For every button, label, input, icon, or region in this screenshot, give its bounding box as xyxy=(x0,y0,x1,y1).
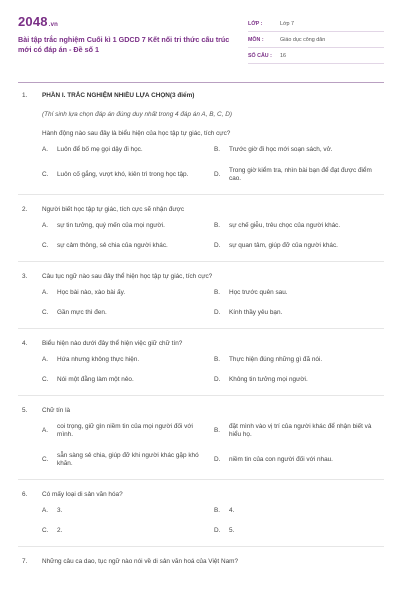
info-row-class xyxy=(248,16,384,32)
option-a[interactable] xyxy=(42,356,214,365)
option-text: sự quan tâm, giúp đỡ của người khác. xyxy=(229,242,338,249)
options xyxy=(18,146,384,184)
option-text: sự tin tưởng, quý mến của mọi người. xyxy=(57,221,165,229)
option-d[interactable] xyxy=(214,452,386,469)
option-label: D. xyxy=(214,527,221,534)
option-label: C. xyxy=(42,376,49,383)
question-heading xyxy=(18,557,384,566)
info-row-subject xyxy=(248,32,384,48)
question-separator xyxy=(18,261,384,262)
option-a[interactable] xyxy=(42,146,214,155)
info-table xyxy=(248,16,384,76)
option-label: D. xyxy=(214,455,221,463)
header-left xyxy=(18,14,240,76)
option-label: B. xyxy=(214,426,221,434)
question-number: 2. xyxy=(22,205,28,213)
question-separator xyxy=(18,395,384,396)
option-label: B. xyxy=(214,221,221,229)
option-text: Kính thầy yêu bạn. xyxy=(229,309,283,316)
question-text: Chữ tín là xyxy=(42,406,71,414)
question-list xyxy=(18,91,384,566)
options xyxy=(18,289,384,318)
option-label: D. xyxy=(214,170,221,178)
options xyxy=(18,356,384,385)
option-text: Không tin tưởng mọi người. xyxy=(229,376,308,383)
option-d[interactable] xyxy=(214,167,386,184)
info-key: SỐ CÂU : xyxy=(248,52,272,59)
options xyxy=(18,423,384,469)
header-divider xyxy=(18,82,384,83)
option-label: A. xyxy=(42,506,49,514)
question-number: 7. xyxy=(22,557,28,565)
info-key: MÔN : xyxy=(248,36,264,43)
option-text: sự chế giễu, trêu chọc của người khác. xyxy=(229,221,341,229)
option-b[interactable] xyxy=(214,507,386,516)
options xyxy=(18,507,384,536)
question-text: Người biết học tập tự giác, tích cực sẽ nhận được xyxy=(42,205,185,213)
option-label: A. xyxy=(42,146,49,153)
question-separator xyxy=(18,479,384,480)
option-a[interactable] xyxy=(42,289,214,298)
option-label: D. xyxy=(214,242,221,249)
option-label: A. xyxy=(42,355,49,363)
info-key: LỚP : xyxy=(248,20,263,27)
option-b[interactable] xyxy=(214,146,386,155)
options xyxy=(18,222,384,251)
question-heading xyxy=(18,339,384,348)
question-heading xyxy=(18,272,384,281)
option-label: D. xyxy=(214,309,221,316)
question-number: 3. xyxy=(22,272,28,280)
option-text: Trước giờ đi học mới soạn sách, vở. xyxy=(229,146,333,153)
section-title: PHẦN I. TRẮC NGHIỆM NHIỀU LỰA CHỌN(3 điểm) xyxy=(42,92,195,99)
option-label: C. xyxy=(42,527,49,534)
question-1 xyxy=(18,91,384,184)
option-d[interactable] xyxy=(214,376,386,385)
info-value: 16 xyxy=(280,52,286,59)
option-label: B. xyxy=(214,146,221,153)
option-text: Học trước quên sau. xyxy=(229,288,288,296)
option-text: Trong giờ kiểm tra, nhìn bài bạn để đạt được điểm cao. xyxy=(229,166,372,182)
option-label: C. xyxy=(42,309,49,316)
document-title: Bài tập trắc nghiệm Cuối kì 1 GDCD 7 Kết nối tri thức cấu trúc mới có đáp án - Đề số 1 xyxy=(18,35,230,54)
option-label: C. xyxy=(42,455,49,463)
question-3 xyxy=(18,272,384,318)
option-a[interactable] xyxy=(42,423,214,440)
question-4 xyxy=(18,339,384,385)
info-value: Giáo dục công dân xyxy=(280,36,326,43)
question-separator xyxy=(18,328,384,329)
option-label: D. xyxy=(214,376,221,383)
document-header xyxy=(18,14,384,76)
question-heading xyxy=(18,406,384,415)
question-text: Có mấy loại di sản văn hóa? xyxy=(42,490,123,498)
option-label: B. xyxy=(214,506,221,514)
option-text: 5. xyxy=(229,527,235,534)
question-separator xyxy=(18,546,384,547)
option-text: sự cảm thông, sẻ chia của người khác. xyxy=(57,242,168,249)
section-instruction: (Thí sinh lựa chọn đáp án đúng duy nhất trong 4 đáp án A, B, C, D) xyxy=(42,111,232,118)
option-text: 4. xyxy=(229,506,235,514)
option-label: A. xyxy=(42,221,49,229)
question-2 xyxy=(18,205,384,251)
option-c[interactable] xyxy=(42,309,214,318)
option-label: B. xyxy=(214,288,221,296)
option-d[interactable] xyxy=(214,527,386,536)
option-text: đặt mình vào vị trí của người khác để nhận biết và hiểu họ. xyxy=(229,422,372,438)
option-d[interactable] xyxy=(214,242,386,251)
option-text: 3. xyxy=(57,506,63,514)
site-logo[interactable] xyxy=(18,14,240,33)
info-row-count xyxy=(248,48,384,64)
question-number: 1. xyxy=(22,92,28,99)
option-text: sẵn sàng sẻ chia, giúp đỡ khi người khác gặp khó khăn. xyxy=(57,451,199,467)
question-number: 4. xyxy=(22,339,28,347)
option-text: Nói một đằng làm một nẻo. xyxy=(57,376,134,383)
option-c[interactable] xyxy=(42,242,214,251)
question-text: Biểu hiện nào dưới đây thể hiện việc giữ chữ tín? xyxy=(42,339,183,347)
option-label: A. xyxy=(42,288,49,296)
option-b[interactable] xyxy=(214,356,386,365)
option-b[interactable] xyxy=(214,222,386,231)
option-text: Hứa nhưng không thực hiện. xyxy=(57,355,140,363)
logo-suffix: .vn xyxy=(48,22,59,28)
option-text: Luôn cố gắng, vượt khó, kiên trì trong học tập. xyxy=(57,170,189,178)
option-label: B. xyxy=(214,355,221,363)
option-text: Học bài nào, xào bài ấy. xyxy=(57,288,126,296)
question-heading xyxy=(18,91,384,100)
option-text: Gần mực thì đen. xyxy=(57,309,107,316)
option-a[interactable] xyxy=(42,222,214,231)
option-b[interactable] xyxy=(214,423,386,440)
question-heading xyxy=(18,205,384,214)
option-c[interactable] xyxy=(42,167,214,184)
option-c[interactable] xyxy=(42,527,214,536)
question-text: Hành động nào sau đây là biểu hiện của học tập tự giác, tích cực? xyxy=(42,130,231,137)
option-c[interactable] xyxy=(42,452,214,469)
question-number: 5. xyxy=(22,406,28,414)
question-text: Những câu ca dao, tục ngữ nào nói về di sản văn hoá của Việt Nam? xyxy=(42,557,239,565)
option-text: coi trọng, giữ gìn niềm tin của mọi người đối với mình. xyxy=(57,422,193,438)
question-7 xyxy=(18,557,384,566)
question-separator xyxy=(18,194,384,195)
question-text: Câu tục ngữ nào sau đây thể hiện học tập tự giác, tích cực? xyxy=(42,272,213,280)
info-value: Lớp 7 xyxy=(280,20,295,27)
option-text: Thực hiện đúng những gì đã nói. xyxy=(229,355,323,363)
question-heading xyxy=(18,490,384,499)
option-d[interactable] xyxy=(214,309,386,318)
option-text: Luôn để bố mẹ gọi dậy đi học. xyxy=(57,146,143,153)
option-label: C. xyxy=(42,242,49,249)
option-label: A. xyxy=(42,426,49,434)
question-number: 6. xyxy=(22,490,28,498)
question-5 xyxy=(18,406,384,469)
option-c[interactable] xyxy=(42,376,214,385)
logo-text: 2048 xyxy=(18,14,48,29)
option-a[interactable] xyxy=(42,507,214,516)
option-b[interactable] xyxy=(214,289,386,298)
question-6 xyxy=(18,490,384,536)
option-label: C. xyxy=(42,170,49,178)
option-text: 2. xyxy=(57,527,63,534)
option-text: niềm tin của con người đối với nhau. xyxy=(229,455,333,463)
